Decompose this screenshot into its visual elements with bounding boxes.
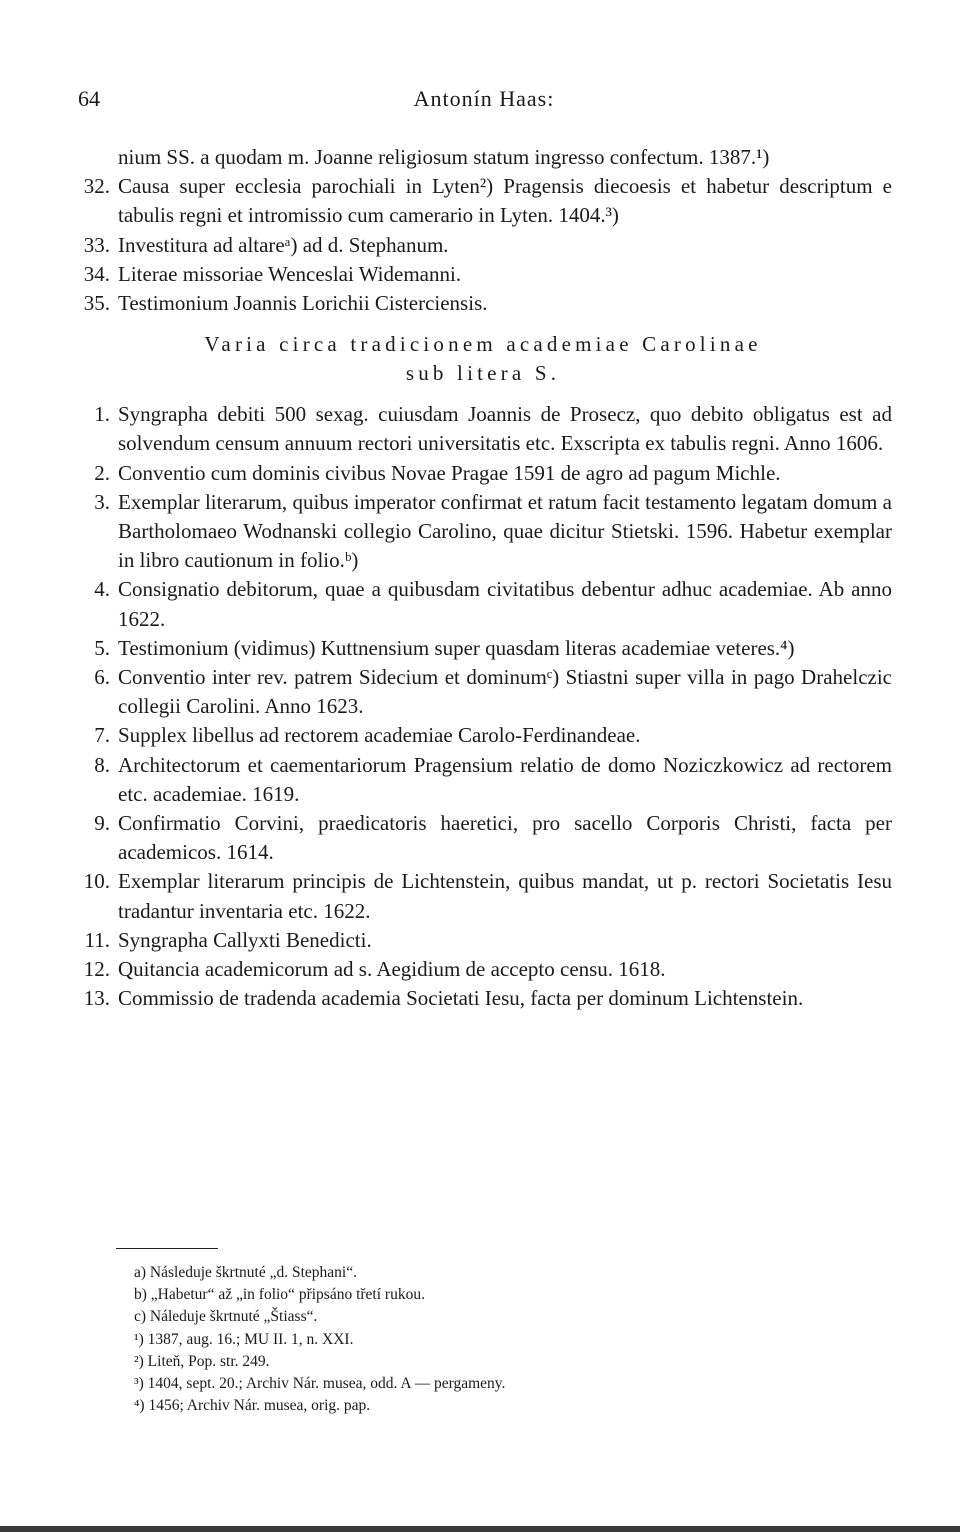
item-text: Syngrapha debiti 500 sexag. cuiusdam Joannis de Prosecz, quo debito obligatus est ad solvendum censum annuum rectori universitatis etc. Exscripta ex tabulis regni. Anno 1606. bbox=[118, 402, 892, 456]
page-header bbox=[78, 86, 890, 120]
list-item bbox=[74, 984, 892, 1013]
item-number: 32. bbox=[83, 174, 110, 199]
item-text: Testimonium Joannis Lorichii Cisterciensis. bbox=[118, 291, 488, 316]
item-text: Conventio cum dominis civibus Novae Pragae 1591 de agro ad pagum Michle. bbox=[118, 460, 781, 485]
item-text: Commissio de tradenda academia Societati Iesu, facta per dominum Lichtenstein. bbox=[118, 986, 804, 1011]
running-title: Antonín Haas: bbox=[413, 86, 555, 111]
footnote: ¹) 1387, aug. 16.; MU II. 1, n. XXI. bbox=[134, 1330, 354, 1348]
page-body bbox=[74, 143, 892, 1013]
list-item bbox=[74, 231, 892, 260]
item-text: Confirmatio Corvini, praedicatoris haeretici, pro sacello Corporis Christi, facta per academicos. 1614. bbox=[118, 811, 892, 865]
page-number: 64 bbox=[78, 86, 100, 111]
continued-entry-text: nium SS. a quodam m. Joanne religiosum statum ingresso confectum. 1387.¹) bbox=[118, 145, 770, 169]
item-number: 10. bbox=[83, 869, 110, 894]
list-item bbox=[74, 955, 892, 984]
list-item bbox=[74, 751, 892, 809]
list-item bbox=[74, 809, 892, 867]
item-text: Investitura ad altareᵃ) ad d. Stephanum. bbox=[118, 232, 449, 257]
footnote: ⁴) 1456; Archiv Nár. musea, orig. pap. bbox=[134, 1397, 371, 1415]
footnotes bbox=[134, 1262, 505, 1417]
footnote: a) Následuje škrtnuté „d. Stephani“. bbox=[134, 1264, 357, 1281]
item-number: 11. bbox=[84, 927, 110, 952]
item-text: Syngrapha Callyxti Benedicti. bbox=[118, 927, 372, 952]
list-item bbox=[74, 721, 892, 750]
list-item bbox=[74, 172, 892, 230]
list-item bbox=[74, 400, 892, 458]
item-number: 2. bbox=[94, 460, 110, 485]
item-number: 4. bbox=[94, 577, 110, 602]
scan-edge bbox=[0, 1526, 960, 1532]
item-number: 5. bbox=[94, 635, 110, 660]
item-number: 1. bbox=[94, 402, 110, 427]
list-item bbox=[74, 663, 892, 721]
list-item bbox=[74, 488, 892, 576]
footnote-divider bbox=[116, 1248, 218, 1249]
item-text: Consignatio debitorum, quae a quibusdam civitatibus debentur adhuc academiae. Ab anno 1622. bbox=[118, 577, 892, 631]
item-text: Supplex libellus ad rectorem academiae Carolo-Ferdinandeae. bbox=[118, 723, 641, 748]
item-text: Architectorum et caementariorum Pragensium relatio de domo Noziczkowicz ad rectorem etc. academiae. 1619. bbox=[118, 752, 892, 806]
item-number: 7. bbox=[94, 723, 110, 748]
item-text: Causa super ecclesia parochiali in Lyten²) Pragensis diecoesis et habetur descriptum e tabulis regni et intromissio cum camerario in Lyten. 1404.³) bbox=[118, 174, 892, 228]
section-heading-line-1: Varia circa tradicionem academiae Carolinae bbox=[204, 332, 762, 357]
list-item bbox=[74, 260, 892, 289]
list-item bbox=[74, 289, 892, 318]
footnote: c) Náleduje škrtnuté „Štiass“. bbox=[134, 1308, 318, 1326]
list-item bbox=[74, 575, 892, 633]
list-item bbox=[74, 459, 892, 488]
footnote: ²) Liteň, Pop. str. 249. bbox=[134, 1352, 270, 1370]
item-text: Conventio inter rev. patrem Sidecium et dominumᶜ) Stiastni super villa in pago Drahelczic collegii Carolini. Anno 1623. bbox=[118, 665, 892, 719]
list-item bbox=[74, 867, 892, 925]
item-number: 8. bbox=[94, 752, 110, 777]
item-number: 35. bbox=[83, 291, 110, 316]
footnote: ³) 1404, sept. 20.; Archiv Nár. musea, odd. A — pergameny. bbox=[134, 1375, 506, 1393]
item-number: 6. bbox=[94, 665, 110, 690]
footnote: b) „Habetur“ až „in folio“ připsáno třetí rukou. bbox=[134, 1286, 425, 1304]
item-text: Exemplar literarum principis de Lichtenstein, quibus mandat, ut p. rectori Societatis Iesu tradantur inventaria etc. 1622. bbox=[118, 869, 892, 923]
item-number: 13. bbox=[83, 986, 110, 1011]
list-item bbox=[74, 926, 892, 955]
item-number: 9. bbox=[94, 811, 110, 836]
section-heading-line-2: sub litera S. bbox=[405, 361, 561, 386]
item-text: Literae missoriae Wenceslai Widemanni. bbox=[118, 261, 462, 286]
item-text: Testimonium (vidimus) Kuttnensium super quasdam literas academiae veteres.⁴) bbox=[118, 635, 795, 660]
list-item bbox=[74, 634, 892, 663]
item-number: 33. bbox=[83, 232, 110, 257]
item-text: Exemplar literarum, quibus imperator confirmat et ratum facit testamento legatam domum a Bartholomaeo Wodnanski collegio Carolino, quae dicitur Stietski. 1596. Habetur exemplar in libro cautionum in folio.ᵇ) bbox=[118, 489, 892, 573]
item-text: Quitancia academicorum ad s. Aegidium de accepto censu. 1618. bbox=[118, 957, 666, 982]
item-number: 34. bbox=[83, 261, 110, 286]
item-number: 3. bbox=[94, 489, 110, 514]
section-heading bbox=[74, 330, 892, 388]
item-number: 12. bbox=[83, 957, 110, 982]
